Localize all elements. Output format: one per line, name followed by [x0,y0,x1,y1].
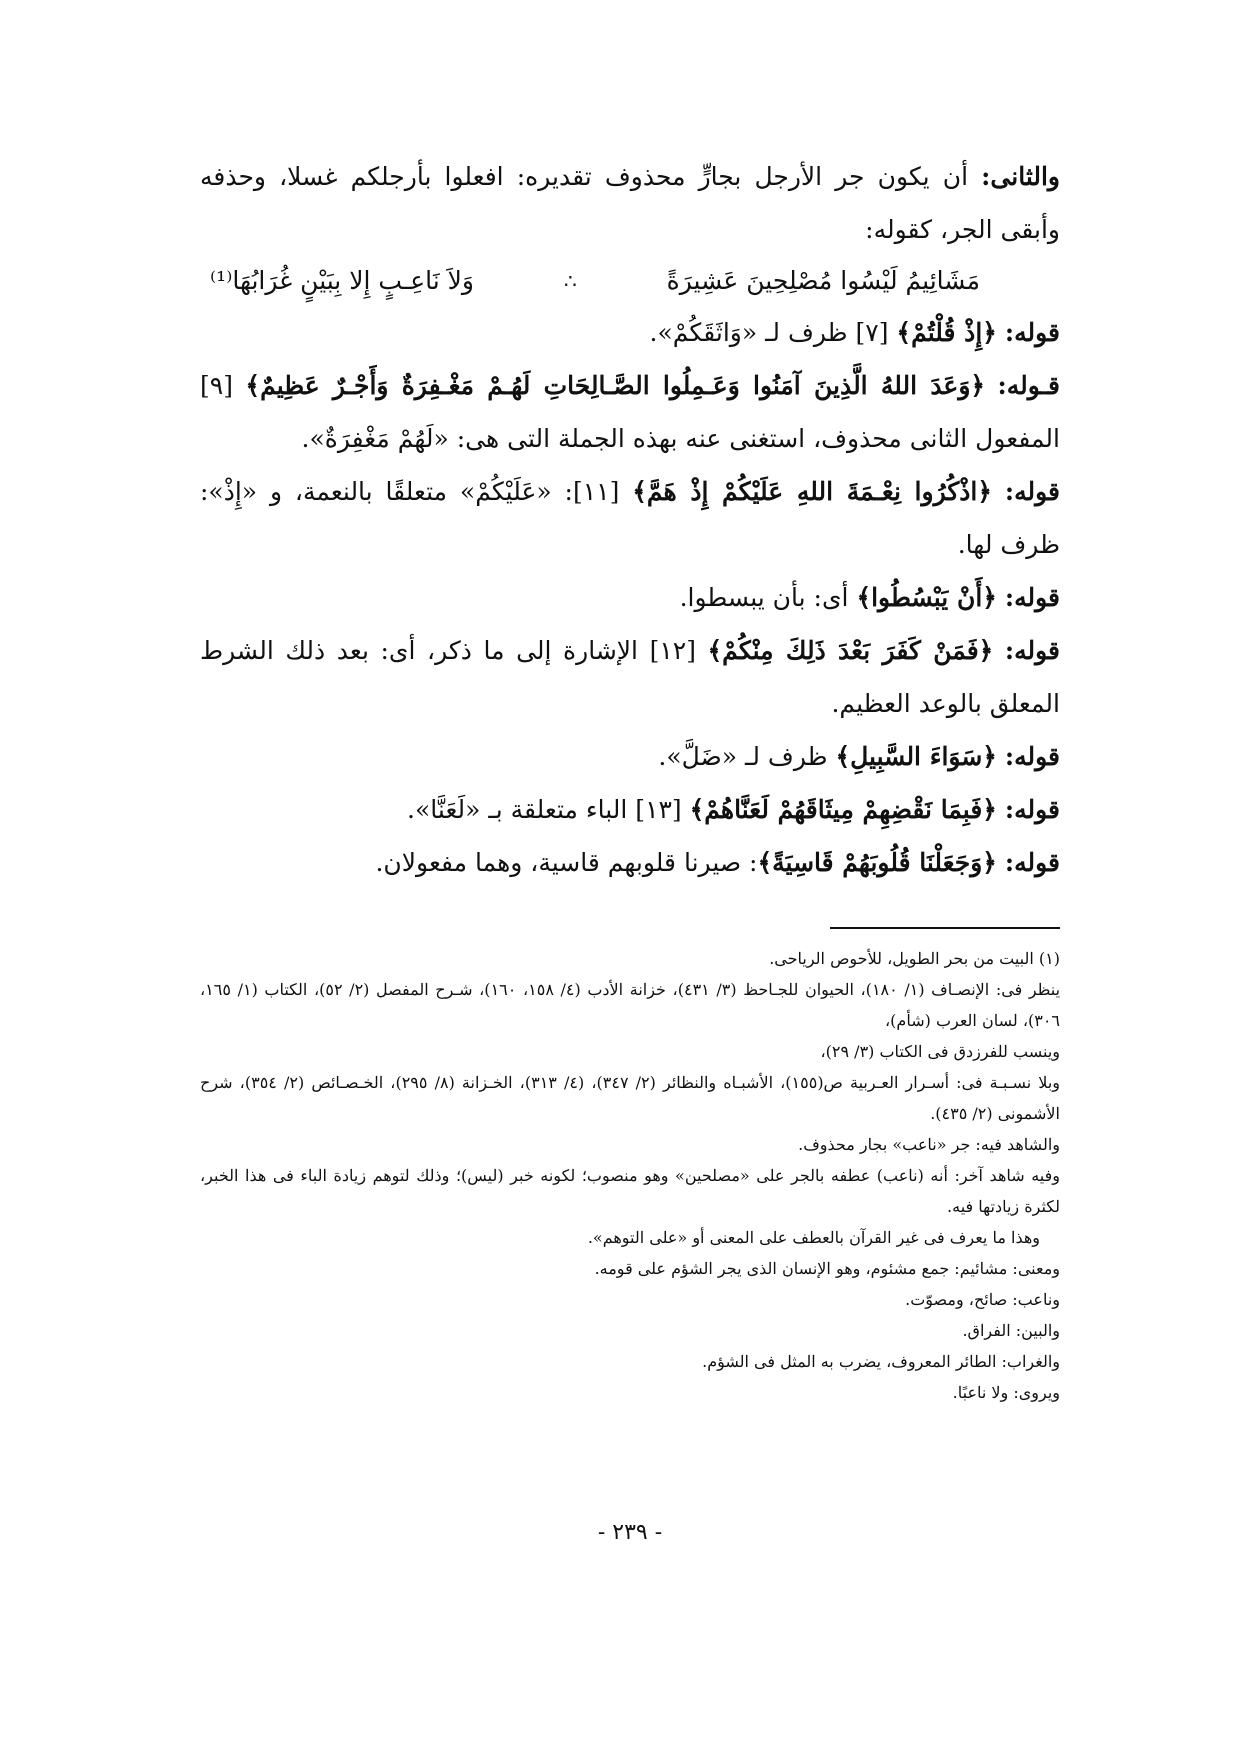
footnote-line: وهذا ما يعرف فى غير القرآن بالعطف على المعنى أو «على التوهم». [587,1228,1040,1247]
entry-text: [٧] ظرف لـ «وَاثَقَكُمْ». [649,318,897,347]
entry [200,730,1060,783]
entry [200,836,1060,889]
entry-text: [١١]: «عَلَيْكُمْ» متعلقًا بالنعمة، و «إِذْ»: ظرف لها. [200,477,1060,559]
entry-text: [٩] المفعول الثانى محذوف، استغنى عنه بهذه الجملة التى هى: «لَهُمْ مَغْفِرَةٌ». [200,371,1060,453]
footnote-line: وفيه شاهد آخر: أنه (ناعب) عطفه بالجر على «مصلحين» وهو منصوب؛ لكونه خبر (ليس)؛ وذلك لتوهم زيادة الباء فى هذا الخبر، لكثرة زيادتها فيه. [200,1166,1060,1216]
footnote-line: ومعنى: مشائيم: جمع مشئوم، وهو الإنسان الذى يجر الشؤم على قومه. [594,1259,1060,1278]
footnote-line: وبلا نسـبـة فى: أسـرار العـربية ص(١٥٥)، الأشبـاه والنظائر (٢/ ٣٤٧)، (٤/ ٣١٣)، الخـزانة (٨/ ٢٩٥)، الخـصـائص (٢/ ٣٥٤)، شرح الأشمونى (٢/ ٤٣٥). [200,1073,1061,1123]
entry-text: [١٣] الباء متعلقة بـ «لَعَنَّا». [407,795,690,824]
entry-label: قوله: [1004,318,1060,347]
poem-hemistich-1: مَشَائِيمُ لَيْسُوا مُصْلِحِينَ عَشِيرَةً [666,266,980,295]
entry [200,783,1060,836]
entry-label: قوله: [1004,848,1060,877]
quran-quote: ﴿وَعَدَ اللهُ الَّذِينَ آمَنُوا وَعَـمِلُوا الصَّـالِحَاتِ لَهُـمْ مَغْـفِرَةٌ وَأَجْـرٌ عَظِيمٌ﴾ [245,371,986,400]
footnote-divider [830,927,1060,929]
footnote-line: والبين: الفراق. [962,1321,1060,1340]
footnote-line: (١) البيت من بحر الطويل، للأحوص الرياحى. [769,949,1060,968]
quran-quote: ﴿سَوَاءَ السَّبِيلِ﴾ [835,742,997,771]
entry [200,465,1060,571]
entry-label: قوله: [1004,477,1060,506]
quran-quote: ﴿أَنْ يَبْسُطُوا﴾ [856,583,997,612]
entry [200,571,1060,624]
paragraph-label: والثانى: [981,162,1060,191]
quran-quote: ﴿إِذْ قُلْتُمْ﴾ [896,318,997,347]
footnotes [200,943,1060,1408]
footnote-line: وينسب للفرزدق فى الكتاب (٣/ ٢٩)، [820,1042,1060,1061]
quran-quote: ﴿فَمَنْ كَفَرَ بَعْدَ ذَلِكَ مِنْكُمْ﴾ [707,636,994,665]
entry-text: : صيرنا قلوبهم قاسية، وهما مفعولان. [375,848,758,877]
entry-text: أى: بأن يبسطوا. [679,583,857,612]
footnote-line: وناعب: صائح، ومصوّت. [905,1290,1060,1309]
quran-quote: ﴿وَجَعَلْنَا قُلُوبَهُمْ قَاسِيَةً﴾ [757,848,997,877]
footnote-line: ويروى: ولا ناعبًا. [952,1383,1060,1402]
entry-text: [١٢] الإشارة إلى ما ذكر، أى: بعد ذلك الشرط المعلق بالوعد العظيم. [200,636,1060,718]
entry-label: قوله: [1004,742,1060,771]
footnote-line: والغراب: الطائر المعروف، يضرب به المثل فى الشؤم. [702,1352,1060,1371]
page-number: - ٢٣٩ - [597,1520,663,1545]
paragraph-intro [200,150,1060,256]
entry-label: قوله: [1004,636,1061,665]
footnote-line: ينظر فى: الإنصـاف (١/ ١٨٠)، الحيوان للجـاحظ (٣/ ٤٣١)، خزانة الأدب (٤/ ١٥٨، ١٦٠)، شـرح المفصل (٢/ ٥٢)، الكتاب (١/ ١٦٥، ٣٠٦)، لسان العرب (شأم)، [200,980,1061,1030]
poem-separator: ∴ [563,269,577,293]
entry [200,306,1060,359]
paragraph-text: أن يكون جر الأرجل بجارٍّ محذوف تقديره: افعلوا بأرجلكم غسلا، وحذفه وأبقى الجر، كقوله: [200,162,1060,244]
poem-hemistich-2: وَلاَ نَاعِـبٍ إِلا بِبَيْنٍ غُرَابُهَا⁽¹⁾ [210,266,475,295]
footnote-line: والشاهد فيه: جر «ناعب» بجار محذوف. [798,1135,1060,1154]
entry [200,624,1060,730]
entry-label: قـوله: [997,371,1060,400]
page-content [200,150,1060,1690]
quran-quote: ﴿اذْكُرُوا نِعْـمَةَ اللهِ عَلَيْكُمْ إِذْ هَمَّ﴾ [632,477,992,506]
entry [200,359,1060,465]
entry-label: قوله: [1004,795,1060,824]
quran-quote: ﴿فَبِمَا نَقْضِهِمْ مِيثَاقَهُمْ لَعَنَّاهُمْ﴾ [689,795,997,824]
poem-verse [200,256,1060,306]
entry-text: ظرف لـ «ضَلَّ». [658,742,836,771]
entry-label: قوله: [1004,583,1060,612]
